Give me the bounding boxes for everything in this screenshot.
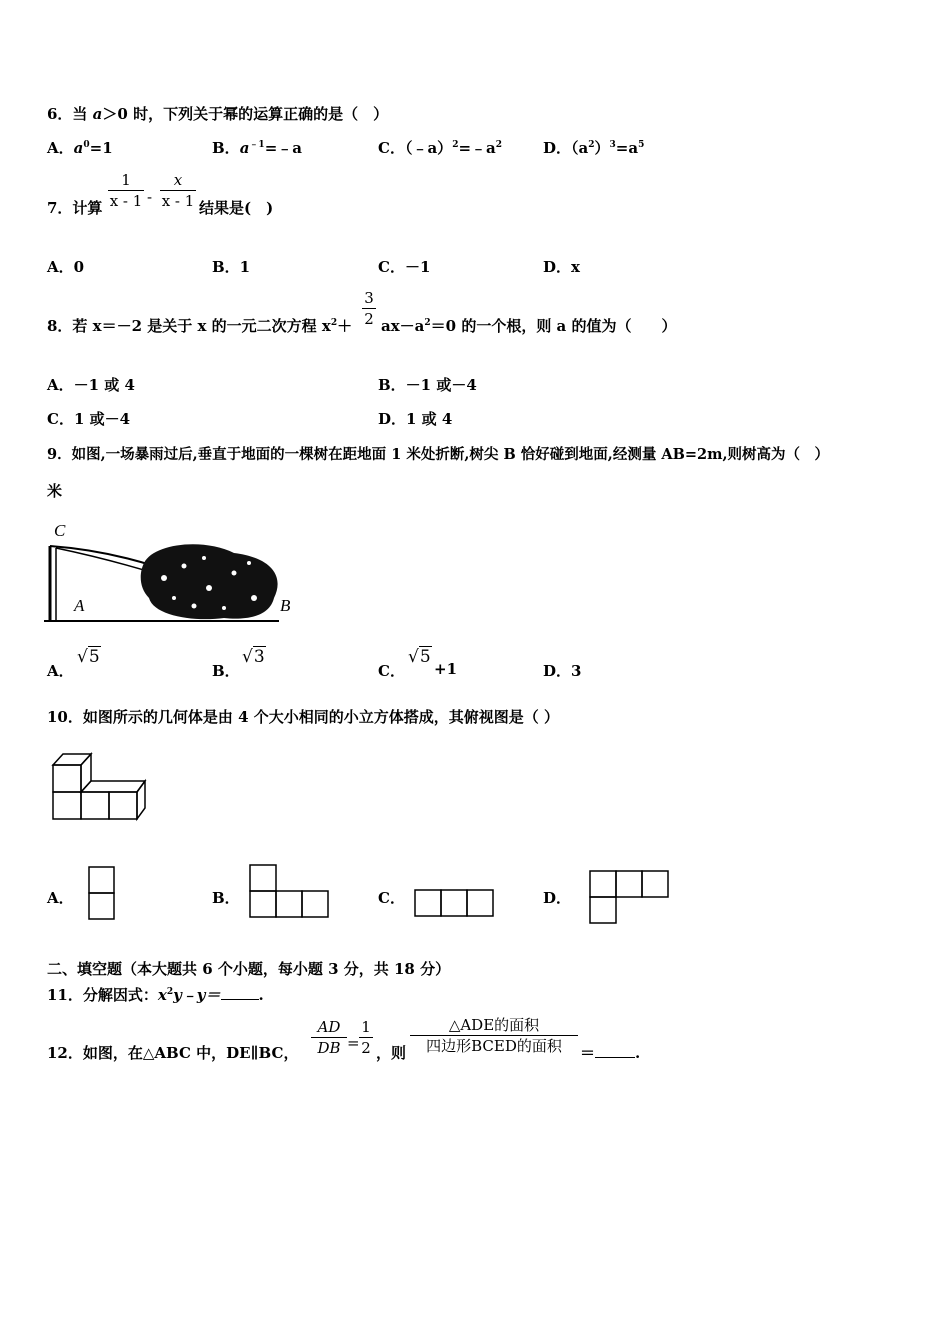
q6-stem: 6．当 a＞0 时，下列关于幂的运算正确的是（ ）: [47, 105, 389, 123]
q10-stem: 10．如图所示的几何体是由 4 个大小相同的小立方体搭成，其俯视图是（ ）: [47, 708, 559, 726]
q8-option-c: C．1 或－4: [47, 410, 131, 428]
q9-label-a: A: [74, 596, 85, 615]
q9-option-b-label: B．: [212, 662, 240, 680]
q10-option-a-figure: [88, 866, 116, 922]
q12-fraction-half: 1 2: [359, 1018, 373, 1057]
q12-answer-blank[interactable]: [595, 1047, 635, 1058]
q9-option-c-label: C．: [378, 662, 405, 680]
q7-stem-prefix: 7．计算: [47, 199, 103, 217]
q11: 11．分解因式：$x^2y﹣y=$ .: [47, 986, 264, 1004]
q7-fraction-1: 1 x - 1: [109, 171, 143, 210]
q9-stem: 9．如图,一场暴雨过后,垂直于地面的一棵树在距地面 1 米处折断,树尖 B 恰好碰到地面,经测量 AB=2m,则树高为（ ）: [47, 446, 829, 463]
section2-title: 二、填空题（本大题共 6 个小题，每小题 3 分，共 18 分）: [47, 960, 451, 978]
q12-fraction-ad-db: AD DB: [311, 1018, 347, 1057]
q9-option-a-label: A．: [47, 662, 74, 680]
q7-option-b: B．1: [212, 258, 251, 276]
q10-option-d-label: D．: [543, 889, 572, 907]
q6-option-a: A．$a^0=1$: [47, 139, 113, 157]
q8-option-b: B．－1 或－4: [378, 376, 477, 394]
q9-option-a-sqrt: √5: [77, 647, 100, 667]
q8-stem-suffix: $ax-a^2=0$ 的一个根，则 a 的值为（ ）: [381, 317, 677, 335]
q10-option-c-label: C．: [378, 889, 405, 907]
q12-end: ＝ .: [580, 1044, 641, 1062]
q7-stem-suffix: 结果是( ): [199, 199, 274, 217]
q7-fraction-2: x x - 1: [161, 171, 195, 210]
q12-prefix: 12．如图，在△ABC 中，DE∥BC，: [47, 1044, 299, 1062]
q9-option-d: D．3: [543, 662, 582, 680]
q6-option-d: D．$(a^2)^3=a^5$: [543, 139, 645, 157]
q9-stem-line2: 米: [47, 482, 63, 500]
q9-label-b: B: [280, 596, 291, 615]
q9-option-c-tail: +1: [434, 660, 458, 678]
q8-option-d: D．1 或 4: [378, 410, 453, 428]
q11-answer-blank[interactable]: [221, 989, 259, 1000]
q10-option-c-figure: [414, 889, 496, 919]
q8-stem-prefix: 8．若 x＝－2 是关于 x 的一元二次方程 $x^2+$: [47, 317, 353, 335]
q12-equals: =: [347, 1034, 360, 1052]
q9-option-c-sqrt: √5: [408, 647, 431, 667]
q7-option-a: A．0: [47, 258, 85, 276]
q7-option-c: C．－1: [378, 258, 431, 276]
q9-tree-figure: [44, 518, 299, 628]
q10-option-d-figure: [589, 870, 671, 926]
q8-option-a: A．－1 或 4: [47, 376, 135, 394]
q7-minus: -: [147, 188, 153, 206]
q9-label-c: C: [54, 521, 66, 540]
q10-option-b-label: B．: [212, 889, 240, 907]
q10-option-b-figure: [249, 864, 331, 920]
q10-option-a-label: A．: [47, 889, 74, 907]
q10-solid-figure: [50, 750, 150, 822]
q7-option-d: D．x: [543, 258, 580, 276]
q12-mid: ，则: [376, 1044, 407, 1062]
q9-option-b-sqrt: √3: [242, 647, 265, 667]
q6-option-c: C．$(﹣a)^2=﹣a^2$: [378, 139, 503, 157]
q8-fraction: 3 2: [362, 289, 376, 328]
q6-option-b: B．$a^{﹣1}=﹣a$: [212, 139, 302, 157]
q12-fraction-area: △ADE的面积 四边形BCED的面积: [410, 1016, 578, 1055]
